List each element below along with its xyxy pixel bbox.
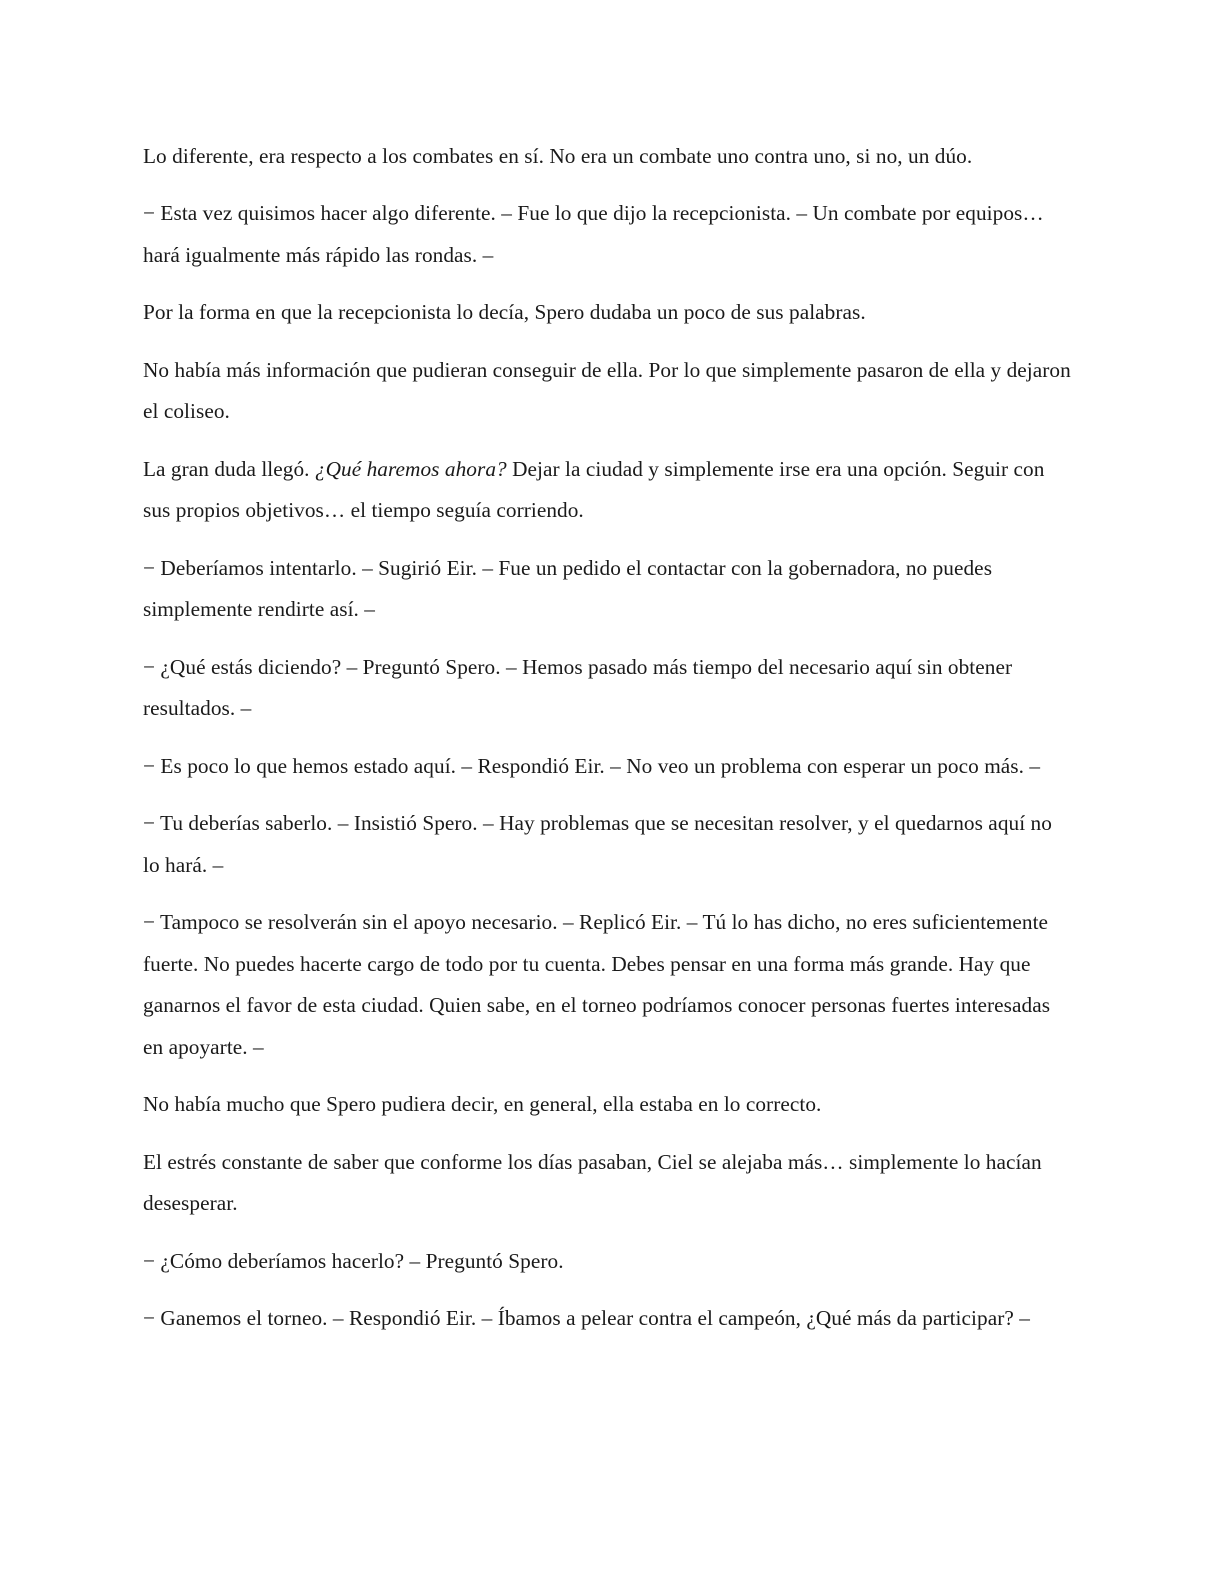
dialogue-paragraph: − Es poco lo que hemos estado aquí. – Respondió Eir. – No veo un problema con esperar un poco más. – xyxy=(143,753,1041,778)
dialogue-paragraph: − Ganemos el torneo. – Respondió Eir. – Íbamos a pelear contra el campeón, ¿Qué más da participar? – xyxy=(143,1306,1030,1331)
paragraph: Lo diferente, era respecto a los combates en sí. No era un combate uno contra uno, si no, un dúo. xyxy=(143,144,973,168)
dialogue-paragraph: − Esta vez quisimos hacer algo diferente. – Fue lo que dijo la recepcionista. – Un combate por equipos… hará igualmente más rápido las rondas. – xyxy=(143,201,1044,267)
dialogue-paragraph: − Tampoco se resolverán sin el apoyo necesario. – Replicó Eir. – Tú lo has dicho, no eres suficientemente fuerte. No puedes hacerte cargo de todo por tu cuenta. Debes pensar en una forma más grande. Hay que ganarnos el favor de esta ciudad. Quien sabe, en el torneo podríamos conocer personas fuertes interesadas en apoyarte. – xyxy=(143,910,1051,1059)
paragraph-with-italic xyxy=(143,449,1073,532)
paragraph: No había mucho que Spero pudiera decir, en general, ella estaba en lo correcto. xyxy=(143,1092,822,1117)
dialogue-paragraph: − Tu deberías saberlo. – Insistió Spero. – Hay problemas que se necesitan resolver, y el quedarnos aquí no lo hará. – xyxy=(143,811,1052,877)
italic-thought: ¿Qué haremos ahora? xyxy=(314,456,507,481)
paragraph: Por la forma en que la recepcionista lo decía, Spero dudaba un poco de sus palabras. xyxy=(143,300,866,325)
document-page xyxy=(143,136,1073,1355)
paragraph-text-after: Dejar la ciudad y simplemente irse era una opción. Seguir con sus propios objetivos… el tiempo seguía corriendo. xyxy=(143,456,1045,523)
paragraph: El estrés constante de saber que conforme los días pasaban, Ciel se alejaba más… simplemente lo hacían desesperar. xyxy=(143,1149,1042,1216)
dialogue-paragraph: − ¿Cómo deberíamos hacerlo? – Preguntó Spero. xyxy=(143,1248,564,1273)
dialogue-paragraph: − ¿Qué estás diciendo? – Preguntó Spero. – Hemos pasado más tiempo del necesario aquí sin obtener resultados. – xyxy=(143,654,1013,721)
paragraph-text-before: La gran duda llegó. xyxy=(143,456,315,481)
dialogue-paragraph: − Deberíamos intentarlo. – Sugirió Eir. – Fue un pedido el contactar con la gobernadora, no puedes simplemente rendirte así. – xyxy=(143,555,993,622)
paragraph: No había más información que pudieran conseguir de ella. Por lo que simplemente pasaron de ella y dejaron el coliseo. xyxy=(143,357,1071,424)
